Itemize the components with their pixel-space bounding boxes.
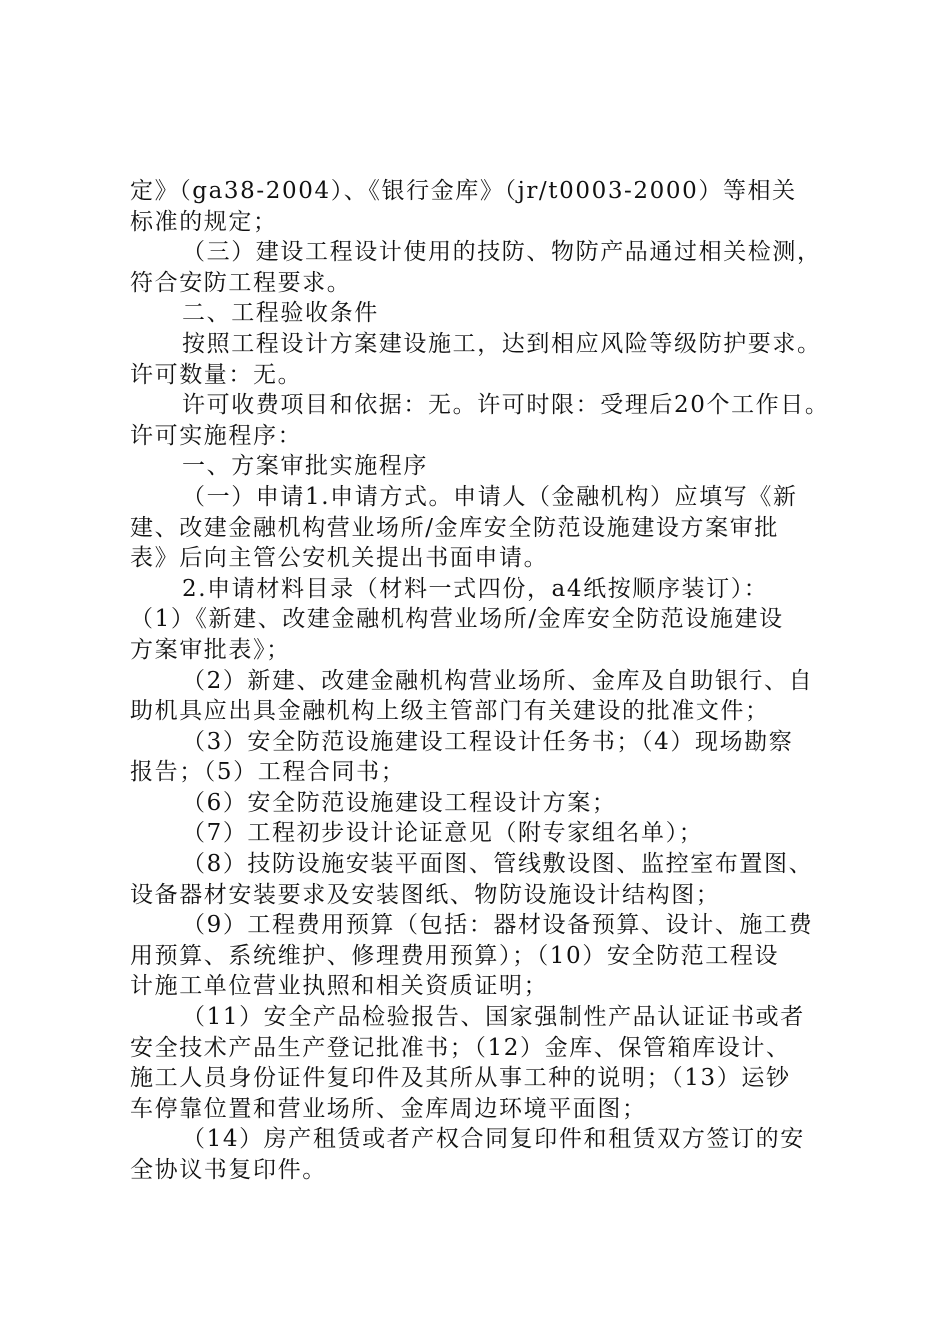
- document-line: 2.申请材料目录（材料一式四份，a4纸按顺序装订）：: [182, 575, 769, 602]
- document-line: 助机具应出具金融机构上级主管部门有关建设的批准文件；: [130, 698, 770, 725]
- document-line: 表》后向主管公安机关提出书面申请。: [130, 545, 549, 572]
- document-line: 一、方案审批实施程序: [182, 453, 428, 480]
- document-line: （7）工程初步设计论证意见（附专家组名单）；: [182, 820, 704, 847]
- document-line: 设备器材安装要求及安装图纸、物防设施设计结构图；: [130, 881, 721, 908]
- document-line: 全协议书复印件。: [130, 1157, 327, 1183]
- document-line: （三）建设工程设计使用的技防、物防产品通过相关检测，: [182, 239, 822, 266]
- document-line: （8）技防设施安装平面图、管线敷设图、监控室布置图、: [182, 851, 814, 878]
- document-line: （2）新建、改建金融机构营业场所、金库及自助银行、自: [182, 667, 814, 694]
- document-line: （6）安全防范设施建设工程设计方案；: [182, 789, 617, 816]
- document-line: （1）《新建、改建金融机构营业场所/金库安全防范设施建设: [130, 606, 784, 633]
- document-line: （14）房产租赁或者产权合同复印件和租赁双方签订的安: [182, 1126, 805, 1153]
- document-line: 符合安防工程要求。: [130, 269, 352, 296]
- document-line: 方案审批表》；: [130, 636, 291, 663]
- document-line: 安全技术产品生产登记批准书；（12）金库、保管箱库设计、: [130, 1034, 791, 1061]
- document-line: 许可数量：无。: [130, 361, 303, 388]
- document-line: 用预算、系统维护、修理费用预算）；（10）安全防范工程设: [130, 942, 780, 969]
- document-line: （9）工程费用预算（包括：器材设备预算、设计、施工费: [182, 912, 814, 939]
- document-line: （3）安全防范设施建设工程设计任务书；（4）现场勘察: [182, 728, 794, 755]
- document-line: 标准的规定；: [130, 208, 278, 235]
- document-line: 二、工程验收条件: [182, 300, 379, 327]
- document-line: 建、改建金融机构营业场所/金库安全防范设施建设方案审批: [130, 514, 779, 541]
- document-line: 按照工程设计方案建设施工，达到相应风险等级防护要求。: [182, 330, 822, 357]
- document-line: （11）安全产品检验报告、国家强制性产品认证证书或者: [182, 1004, 805, 1031]
- document-body: [130, 176, 835, 1186]
- document-line: 许可实施程序：: [130, 422, 303, 449]
- document-line: 计施工单位营业执照和相关资质证明；: [130, 973, 549, 1000]
- document-line: 定》（ga38-2004）、《银行金库》（jr/t0003-2000）等相关: [130, 178, 797, 204]
- document-line: 报告；（5）工程合同书；: [130, 759, 406, 786]
- document-line: 许可收费项目和依据：无。许可时限：受理后20个工作日。: [182, 392, 830, 419]
- document-line: 施工人员身份证件复印件及其所从事工种的说明；（13）运钞: [130, 1065, 791, 1092]
- document-line: 车停靠位置和营业场所、金库周边环境平面图；: [130, 1095, 647, 1122]
- document-line: （一）申请1.申请方式。申请人（金融机构）应填写《新: [182, 483, 798, 510]
